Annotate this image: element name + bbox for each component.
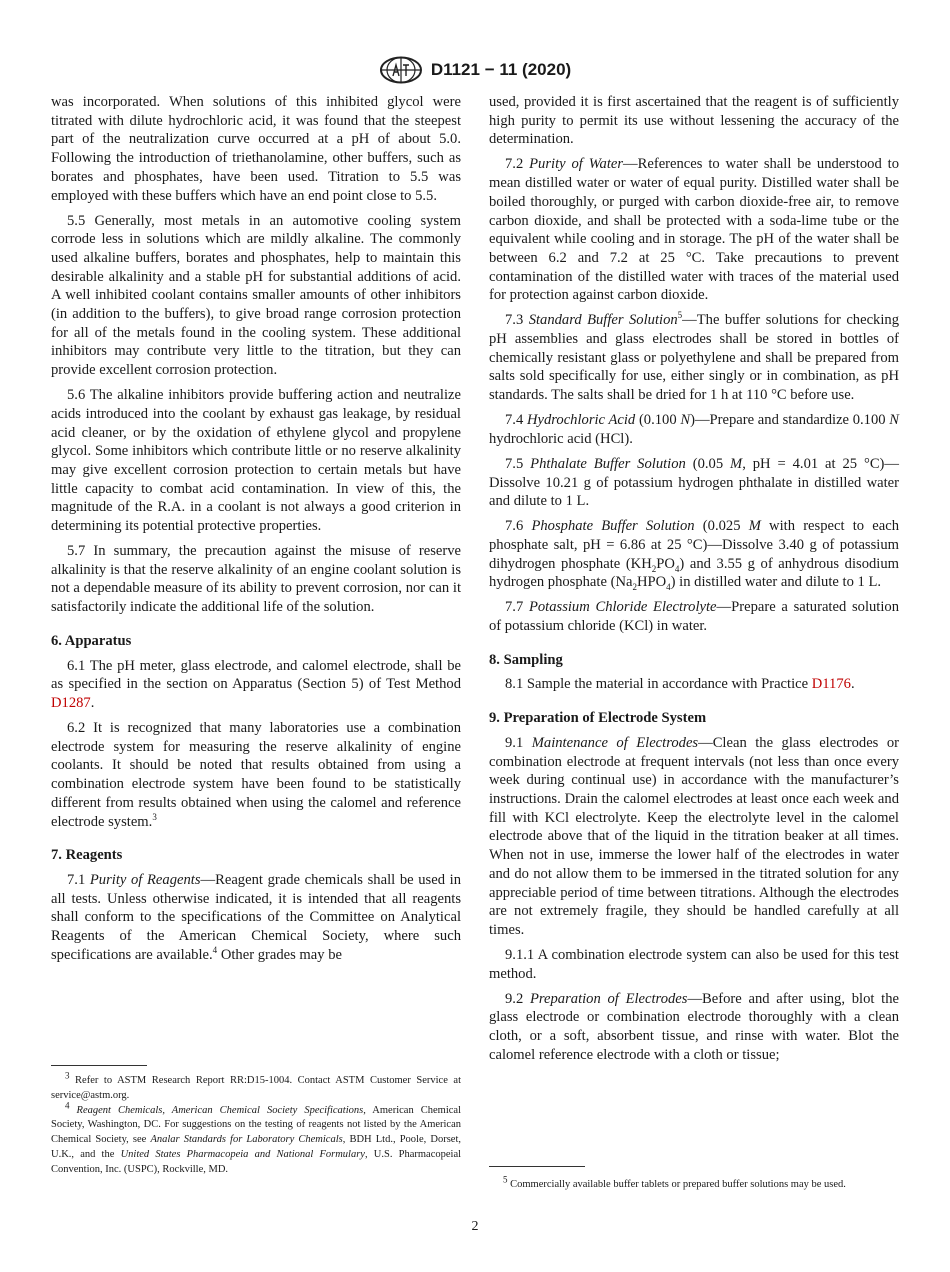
- section-heading-electrode-system: 9. Preparation of Electrode System: [489, 710, 707, 727]
- link-d1287[interactable]: D1287: [51, 694, 91, 711]
- footnote-ref-3[interactable]: 3: [152, 811, 157, 822]
- paragraph-continued-right: used, provided it is first ascertained that the reagent is of sufficiently high purity to permit its use without lessening the accuracy of the determination.: [489, 94, 899, 148]
- paragraph-continued: was incorporated. When solutions of this inhibited glycol were titrated with dilute hydrochloric acid, it was found that the steepest part of the neutralization curve occurred at a pH of about 5.0. Following the introduction of triethanolamine, other buffers, such as borates and phosphates, have been used. Titration to 5.5 was employed with these buffers which have an end point close to 5.5.: [51, 94, 461, 204]
- paragraph-7-3: 7.3 Standard Buffer Solution$^5$—The buffer solutions for checking pH assemblies and glass electrodes shall be stored in bottles of chemically resistant glass or polyethylene and shall be prepared from salts sold specifically for use, either singly or in combination, as pH standards. The salts shall be dried for 1 h at 110 °C before use.: [489, 310, 899, 404]
- footnote-4: $^4$ Reagent Chemicals, American Chemical Society Specifications, American Chemical Society, Washington, DC. For suggestions on the testing of reagents not listed by the American Chemical Society, see Analar Standards for Laboratory Chemicals, BDH Ltd., Poole, Dorset, U.K., and the United States Pharmacopeia and National Formulary, U.S. Pharmacopeial Convention, Inc. (USPC), Rockville, MD.: [51, 1100, 462, 1175]
- paragraph-5-7: 5.7 In summary, the precaution against the misuse of reserve alkalinity is that the reserve alkalinity of an engine coolant solution is not a dependable measure of its ability to prevent corrosion, nor can it satisfactorily indicate the additional life of the solution.: [51, 543, 461, 616]
- paragraph-9-1: 9.1 Maintenance of Electrodes—Clean the glass electrodes or combination electrode at frequent intervals (not less than once every week during continual use) in accordance with the manufacturer’s instructions. Drain the calomel electrodes at least once each week and fill with KCl electrolyte. Keep the electrolyte level in the calomel electrode above that of the liquid in the titration beaker at all times. When not in use, immerse the lower half of the electrodes in water and do not allow them to be immersed in the titrated solution for any appreciable period of time between titrations. Although the electrodes are not extremely fragile, they should be handled carefully at all times.: [489, 734, 900, 938]
- astm-logo-icon: [379, 56, 423, 84]
- paragraph-6-1: 6.1 The pH meter, glass electrode, and calomel electrode, shall be as specified in the section on Apparatus (Section 5) of Test Method D1287.: [51, 657, 461, 711]
- standard-designation: D1121 − 11 (2020): [430, 60, 572, 79]
- footnote-ref-5[interactable]: 5: [677, 310, 683, 321]
- section-heading-sampling: 8. Sampling: [489, 651, 563, 668]
- paragraph-9-1-1: 9.1.1 A combination electrode system can also be used for this test method.: [489, 946, 899, 982]
- section-heading-reagents: 7. Reagents: [51, 847, 123, 864]
- paragraph-7-5: 7.5 Phthalate Buffer Solution (0.05 M, pH = 4.01 at 25 °C)—Dissolve 10.21 g of potassium hydrogen phthalate in distilled water and dilute to 1 L.: [489, 455, 900, 510]
- footnotes-right: [489, 1174, 899, 1193]
- footnote-ref-4[interactable]: 4: [212, 944, 218, 955]
- paragraph-7-6: 7.6 Phosphate Buffer Solution (0.025 M with respect to each phosphate salt, pH = 6.86 at 25 °C)—Dissolve 3.40 g of potassium dihydrogen phosphate $(KH_2PO_4)$ and 3.55 g of anhydrous disodium hydrogen phosphate $(Na_2HPO_4)$ in distilled water and dilute to 1 L.: [489, 518, 899, 593]
- paragraph-7-1: 7.1 Purity of Reagents—Reagent grade chemicals shall be used in all tests. Unless otherwise indicated, it is intended that all reagents shall conform to the specifications of the Committee on Analytical Reagents of the American Chemical Society, where such specifications are available.$^4$ Other grades may be: [51, 871, 461, 963]
- paragraph-7-4: 7.4 Hydrochloric Acid (0.100 N)—Prepare and standardize 0.100 N hydrochloric acid (HCl).: [489, 412, 900, 447]
- footnote-5: $^5$ Commercially available buffer tablets or prepared buffer solutions may be used.: [503, 1174, 846, 1190]
- link-d1176[interactable]: D1176: [811, 676, 851, 693]
- paragraph-7-7: 7.7 Potassium Chloride Electrolyte—Prepare a saturated solution of potassium chloride (KCl) in water.: [489, 599, 899, 635]
- footnote-divider: [51, 1065, 147, 1066]
- page-number: 2: [471, 1219, 479, 1234]
- paragraph-5-6: 5.6 The alkaline inhibitors provide buffering action and neutralize acids introduced into the coolant by exhaust gas leakage, by residual acid cleaner, or by the oxidation of ethylene glycol and propylene glycol. Some inhibitors which contribute little or no reserve alkalinity may give excellent corrosion protection to certain metals but have little capacity to combat acid contamination. In view of this, the magnitude of the R.A. in a coolant is not always a good criterion in determining its potential protective properties.: [51, 387, 461, 535]
- footnote-3: $^3$ Refer to ASTM Research Report RR:D15-1004. Contact ASTM Customer Service at service@astm.org.: [51, 1070, 461, 1101]
- left-column: [51, 93, 461, 971]
- paragraph-5-5: 5.5 Generally, most metals in an automotive cooling system corrode less in solutions which are mildly alkaline. The commonly used alkaline buffers, borates and phosphates, help to maintain this desirable alkalinity and a stable pH for substantial additions of acid. A well inhibited coolant contains smaller amounts of other inhibitors (in addition to the buffers), to give broad range corrosion protection for all of the metals found in the cooling system. These additional inhibitors may contribute very little to the titration, but they can provide excellent corrosion protection.: [51, 212, 461, 379]
- paragraph-6-2: 6.2 It is recognized that many laboratories use a combination electrode system for measuring the reserve alkalinity of engine coolants. It should be noted that results obtained from using a combination electrode system have been found to be statistically different from results obtained when using the calomel and reference electrode system.$^3$: [51, 719, 461, 830]
- footnotes-left: [51, 1070, 462, 1178]
- paragraph-9-2: 9.2 Preparation of Electrodes—Before and after using, blot the glass electrode or combination electrode thoroughly with a clean cloth, or a soft, absorbent tissue, and rinse with water. Blot the calomel reference electrode with a cloth or tissue;: [489, 990, 899, 1063]
- section-heading-apparatus: 6. Apparatus: [51, 632, 132, 649]
- right-column: [489, 93, 899, 1071]
- paragraph-8-1: 8.1 Sample the material in accordance with Practice D1176.: [505, 676, 855, 693]
- footnote-divider-right: [489, 1166, 585, 1167]
- paragraph-7-2: 7.2 Purity of Water—References to water shall be understood to mean distilled water or water of equal purity. Distilled water shall be boiled thoroughly, or purged with carbon dioxide-free air, to remove carbon dioxide, and shall be protected with a soda-lime tube or the equivalent while cooling and in storage. The pH of the water shall be between 6.2 and 7.2 at 25 °C. Take precautions to prevent contamination of the distilled water with traces of the material used for protection against carbon dioxide.: [489, 156, 899, 304]
- page-header: [0, 56, 950, 84]
